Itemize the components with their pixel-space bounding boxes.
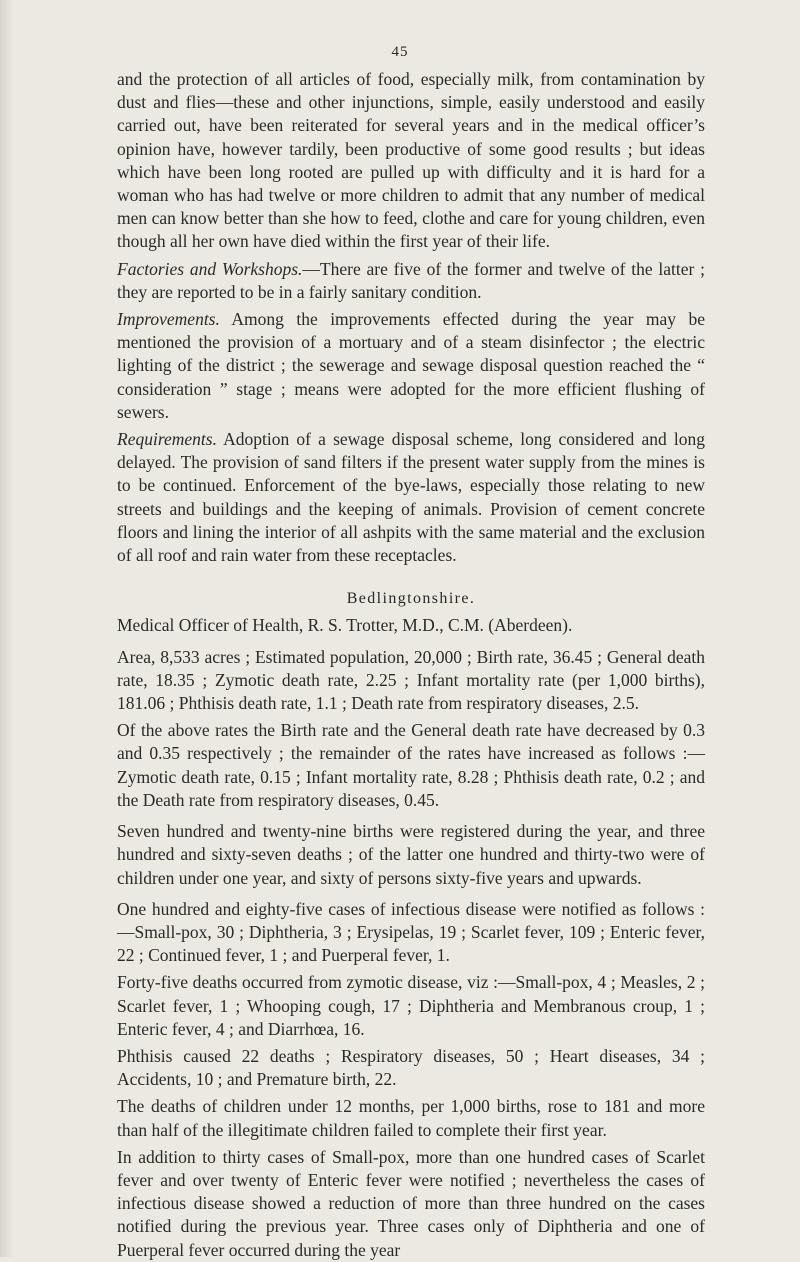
paragraph-rates: Area, 8,533 acres ; Estimated population, 20,000 ; Birth rate, 36.45 ; General death rate, 18.35 ; Zymotic death rate, 2.25 ; Infant mortality rate (per 1,000 births), 181.06 ; Phthisis death rate, 1.1 ; Death rate from respiratory diseases, 2.5.	[117, 646, 705, 714]
page-edge-shadow	[0, 0, 14, 1257]
paragraph-rate-changes: Of the above rates the Birth rate and the General death rate have decreased by 0.3 and 0.35 respectively ; the remainder of the rates have increased as follows :—Zymotic death rate, 0.15 ; Infant mortality rate, 8.28 ; Phthisis death rate, 0.2 ; and the Death rate from respiratory diseases, 0.45.	[117, 720, 705, 810]
paragraph-factories	[117, 258, 705, 304]
section-heading: Bedlingtonshire.	[346, 590, 476, 608]
paragraph-medical-officer: Medical Officer of Health, R. S. Trotter, M.D., C.M. (Aberdeen).	[117, 615, 573, 636]
paragraph-other-deaths: Phthisis caused 22 deaths ; Respiratory diseases, 50 ; Heart diseases, 34 ; Accidents, 10 ; and Premature birth, 22.	[117, 1045, 705, 1090]
paragraph-births-deaths: Seven hundred and twenty-nine births were registered during the year, and three hundred and sixty-seven deaths ; of the latter one hundred and thirty-two were of children under one year, and sixty of persons sixty-five years and upwards.	[117, 821, 705, 888]
page-number: 45	[391, 44, 409, 60]
page-body	[117, 68, 705, 1262]
text-factories: —There are five of the former and twelve of the latter ; they are reported to be in a fairly sanitary condition.	[117, 258, 705, 302]
text-requirements: Adoption of a sewage disposal scheme, long considered and long delayed. The provision of sand filters if the present water supply from the mines is to be continued. Enforcement of the bye-laws, especially those relating to new streets and buildings and the keeping of animals. Provision of cement concrete floors and lining the interior of all ashpits with the same material and the exclusion of all roof and rain water from these receptacles.	[117, 429, 705, 566]
paragraph-improvements	[117, 308, 705, 424]
lede-factories: Factories and Workshops.	[117, 258, 303, 279]
paragraph-infant-deaths: The deaths of children under 12 months, per 1,000 births, rose to 181 and more than half of the illegitimate children failed to complete their first year.	[117, 1096, 705, 1140]
lede-improvements: Improvements.	[117, 309, 220, 330]
text-improvements: Among the improvements effected during the year may be mentioned the provision of a mortuary and of a steam disinfector ; the electric lighting of the district ; the sewerage and sewage disposal question reached the “ consideration ” stage ; means were adopted for the more efficient flushing of sewers.	[117, 309, 705, 422]
paragraph-infectious-cases: One hundred and eighty-five cases of infectious disease were notified as follows :—Small-pox, 30 ; Diphtheria, 3 ; Erysipelas, 19 ; Scarlet fever, 109 ; Enteric fever, 22 ; Continued fever, 1 ; and Puerperal fever, 1.	[117, 898, 705, 966]
paragraph-requirements	[117, 428, 705, 567]
paragraph-notifications: In addition to thirty cases of Small-pox, more than one hundred cases of Scarlet fever and over twenty of Enteric fever were notified ; nevertheless the cases of infectious disease showed a reduction of more than three hundred on the cases notified during the previous year. Three cases only of Diphtheria and one of Puerperal fever occurred during the year	[117, 1146, 705, 1260]
lede-requirements: Requirements.	[117, 429, 217, 450]
paragraph-infant-care: and the protection of all articles of food, especially milk, from contamination by dust and flies—these and other injunctions, simple, easily understood and easily carried out, have been reiterated for several years and in the medical officer’s opinion have, however tardily, been productive of some good results ; but ideas which have been long rooted are pulled up with difficulty and it is hard for a woman who has had twelve or more children to admit that any number of medical men can know better than she how to feed, clothe and care for young children, even though all her own have died within the first year of their life.	[117, 69, 705, 252]
paragraph-zymotic-deaths: Forty-five deaths occurred from zymotic disease, viz :—Small-pox, 4 ; Measles, 2 ; Scarlet fever, 1 ; Whooping cough, 17 ; Diphtheria and Membranous croup, 1 ; Enteric fever, 4 ; and Diarrhœa, 16.	[117, 972, 705, 1039]
